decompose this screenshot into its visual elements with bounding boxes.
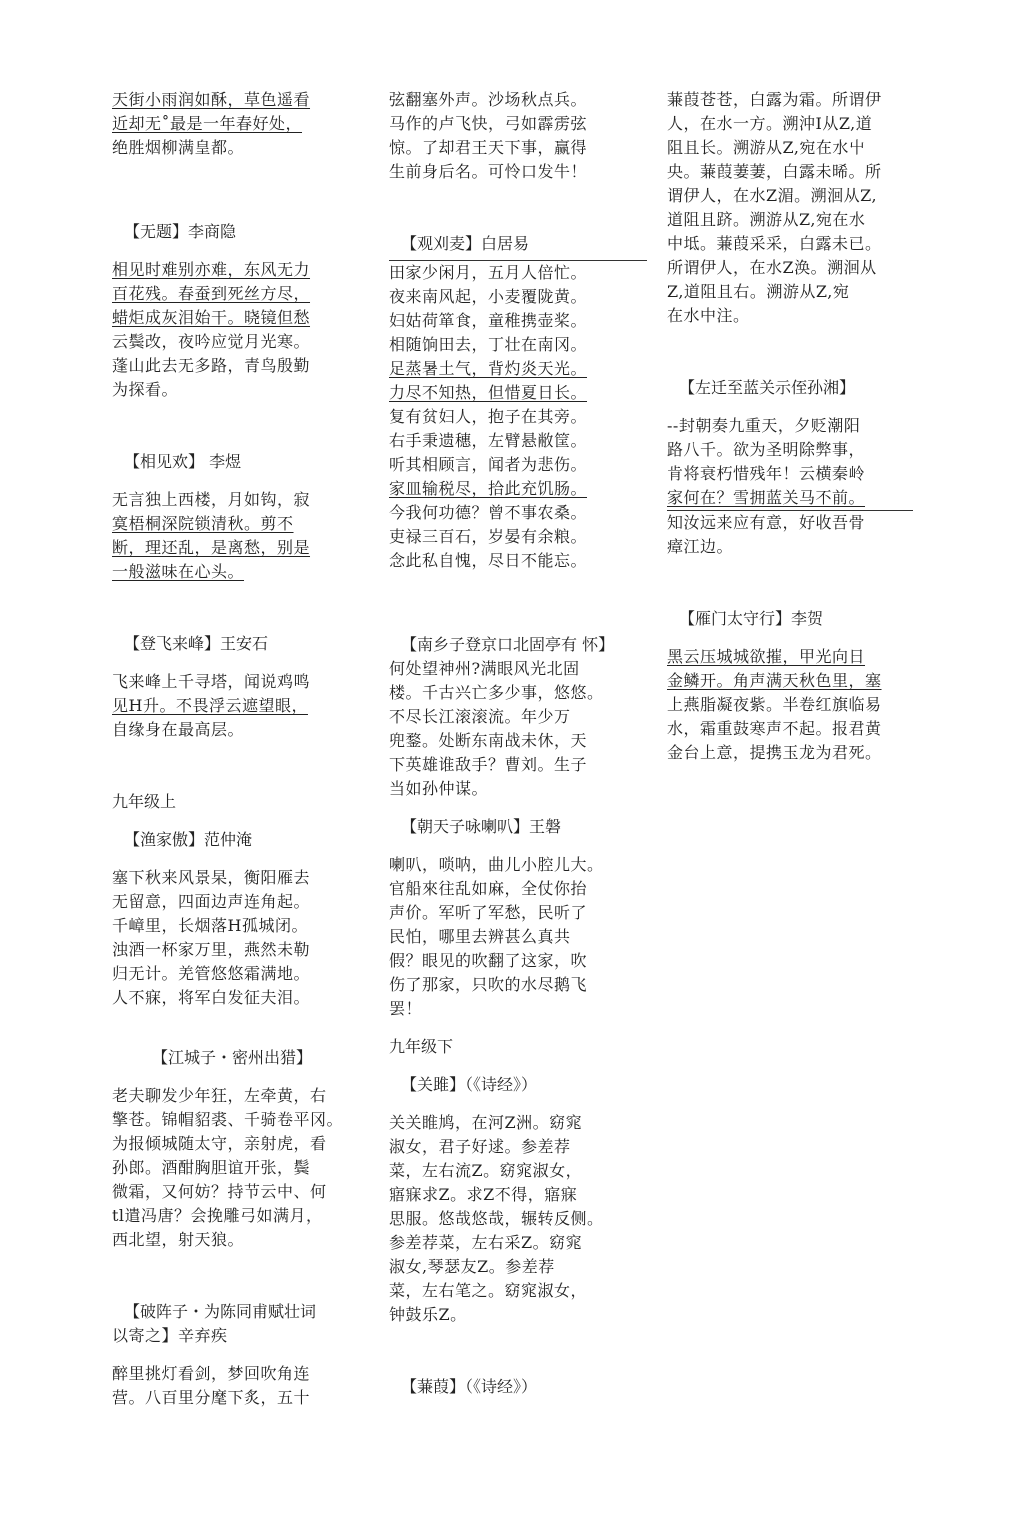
poem-line: 人，在水一方。溯沖I从Z,道	[667, 114, 873, 133]
poem-line: 所谓伊人，在水Z涣。溯洄从	[667, 258, 877, 277]
poem-line: 声价。军听了军愁，民听了	[389, 903, 588, 922]
poem-line: 无言独上西楼，月如钩，寂	[112, 490, 311, 509]
poem-line: 自缘身在最高层。	[112, 720, 245, 739]
poem-line: 微霜，又何妨？持节云中、何	[112, 1182, 327, 1201]
poem-line: 黑云压城城欲摧，甲光向日	[667, 647, 866, 666]
poem-line: 右手秉遗穗，左臂悬敝筐。	[389, 431, 588, 450]
poem-line: 下英雄谁敌手？曹刘。生子	[389, 755, 588, 774]
poem-line: 弦翻塞外声。沙场秋点兵。	[389, 90, 588, 109]
poem-line: 中坻。蒹葭采采，白露未已。	[667, 234, 882, 253]
poem-line: 归无计。羌管悠悠霜满地。	[112, 964, 311, 983]
poem-line: 云鬓改，夜吟应觉月光寒。	[112, 332, 311, 351]
poem-line: 绝胜烟柳满皇都。	[112, 138, 245, 157]
poem-line: 千嶂里，长烟落H孤城闭。	[112, 916, 308, 935]
poem-line: 浊酒一杯家万里，燕然未勒	[112, 940, 311, 959]
poem-line: 蒹葭苍苍，白露为霜。所谓伊	[667, 90, 882, 109]
poem-line: 谓伊人，在水Z湄。溯洄从Z,	[667, 186, 878, 205]
poem-line: 复有贫妇人，抱子在其旁。	[389, 407, 588, 426]
poem-line: 寞梧桐深院锁清秋。剪不	[112, 514, 294, 533]
poem-line: 不尽长江滚滚流。年少万	[389, 707, 571, 726]
poem-line: 生前身后名。可怜口发牛！	[389, 162, 588, 181]
poem-line: 相见时难别亦难，东风无力	[112, 260, 311, 279]
poem-line: 足蒸暑土气，背灼炎天光。	[389, 359, 588, 378]
column-middle	[389, 88, 637, 1399]
poem-line: 天街小雨润如酥，草色遥看	[112, 90, 311, 109]
poem-title-guanju: 【关雎】（《诗经》）	[401, 1075, 538, 1094]
poem-line: 参差荐菜，左右采Z。窈窕	[389, 1233, 583, 1252]
poem-line: 民怕，哪里去辨甚么真共	[389, 927, 571, 946]
poem-line: 关关睢鸠，在河Z洲。窈窕	[389, 1113, 583, 1132]
poem-line: 惊。了却君王天下事，赢得	[389, 138, 588, 157]
poem-line: 淑女，君子好逑。参差荐	[389, 1137, 571, 1156]
poem-line: 央。蒹葭萋萋，白露未晞。所	[667, 162, 882, 181]
poem-line: 知汝远来应有意，好收吾骨	[667, 513, 866, 532]
poem-line: 瘴江边。	[667, 537, 734, 556]
poem-line: 田家少闲月，五月人倍忙。	[389, 263, 588, 282]
poem-title-pozhenzi-cont: 以寄之】辛弃疾	[112, 1326, 228, 1345]
poem-line: 肯将衰朽惜残年！云横秦岭	[667, 464, 866, 483]
poem-title-nanxiangzi: 【南乡子登京口北固亭有 怀】	[401, 635, 615, 654]
poem-line: 思服。悠哉悠哉，辗转反侧。	[389, 1209, 604, 1228]
poem-line: 吏禄三百石，岁晏有余粮。	[389, 527, 588, 546]
poem-line: 菜，左右笔之。窈窕淑女，	[389, 1281, 588, 1300]
poem-line: 听其相顾言，闻者为悲伤。	[389, 455, 588, 474]
poem-line: 一般滋味在心头。	[112, 562, 245, 581]
poem-line: 金台上意，提携玉龙为君死。	[667, 743, 882, 762]
poem-line: 今我何功德？曾不事农桑。	[389, 503, 588, 522]
poem-line: 钟鼓乐Z。	[389, 1305, 467, 1324]
poem-line: 水，霜重鼓寒声不起。报君黄	[667, 719, 882, 738]
poem-line: 塞下秋来风景杲，衡阳雁去	[112, 868, 311, 887]
poem-title-yujiaao: 【渔家傲】范仲淹	[124, 830, 253, 849]
poem-line: 力尽不知热，但惜夏日长。	[389, 383, 588, 402]
poem-title-zuoqian: 【左迁至蓝关示侄孙湘】	[679, 378, 856, 397]
poem-line: 阻且长。溯游从Z,宛在水屮	[667, 138, 866, 157]
poem-title-yanmentaishouxing: 【雁门太守行】李贺	[679, 609, 824, 628]
poem-title-jiangchengzi: 【江城子・密州出猎】	[152, 1048, 313, 1067]
poem-line: 道阻且跻。溯游从Z,宛在水	[667, 210, 866, 229]
poem-line: 为报倾城随太守，亲射虎，看	[112, 1134, 327, 1153]
poem-line: 喇叭，唢呐，曲儿小腔儿大。	[389, 855, 604, 874]
grade-heading-9b: 九年级下	[389, 1037, 454, 1056]
poem-line: 近却无˚最是一年春好处，	[112, 114, 303, 133]
poem-line: 妇姑荷箪食，童稚携壶桨。	[389, 311, 588, 330]
poem-line: 伤了那家，只吹的水尽鹅飞	[389, 975, 588, 994]
poem-line: 醉里挑灯看剑，梦回吹角连	[112, 1364, 311, 1383]
poem-line: 淑女,琴瑟友Z。参差荐	[389, 1257, 555, 1276]
poem-line: 马作的卢飞快，弓如霹雳弦	[389, 114, 588, 133]
poem-line: 上燕脂凝夜紫。半卷红旗临易	[667, 695, 882, 714]
poem-line: 见H升。不畏浮云遮望眼，	[112, 696, 308, 715]
poem-line: 官船來往乱如麻，全仗你抬	[389, 879, 588, 898]
grade-heading-9a: 九年级上	[112, 792, 177, 811]
poem-line: Z,道阻且右。溯游从Z,宛	[667, 282, 850, 301]
poem-line: 营。八百里分麾下炙，五十	[112, 1388, 311, 1407]
poem-line: 当如孙仲谋。	[389, 779, 489, 798]
poem-line: 无留意，四面边声连角起。	[112, 892, 311, 911]
poem-title-dengfeilaifeng: 【登飞来峰】王安石	[124, 634, 269, 653]
poem-line: 飞来峰上千寻塔，闻说鸡鸣	[112, 672, 311, 691]
poem-line: 相随饷田去，丁壮在南冈。	[389, 335, 588, 354]
poem-line: 何处望神州?满眼风光北固	[389, 659, 580, 678]
poem-title-pozhenzi: 【破阵子・为陈同甫赋壮词	[124, 1302, 317, 1321]
poem-line: 金鳞开。角声满天秋色里，塞	[667, 671, 882, 690]
poem-line: 菜，左右流Z。窈窕淑女，	[389, 1161, 583, 1180]
poem-line: 为探看。	[112, 380, 179, 399]
poem-line: 寤寐求Z。求Z不得，寤寐	[389, 1185, 578, 1204]
poem-line: 假？眼见的吹翻了这家，吹	[389, 951, 588, 970]
poem-line: 家皿输税尽，拾此充饥肠。	[389, 479, 588, 498]
poem-line: 蓬山此去无多路，青鸟殷勤	[112, 356, 311, 375]
poem-line: 家何在？雪拥蓝关马不前。	[667, 486, 913, 511]
poem-title-chaotianzi: 【朝天子咏喇叭】王磐	[401, 817, 562, 836]
poem-line: 罢！	[389, 999, 423, 1018]
poem-line: 老夫聊发少年狂，左牵黄，右	[112, 1086, 327, 1105]
poem-title-jianjia: 【蒹葭】（《诗经》）	[401, 1377, 538, 1396]
poem-line: 孙郎。酒酣胸胆谊开张，鬓	[112, 1158, 311, 1177]
poem-line: 西北望，射天狼。	[112, 1230, 245, 1249]
poem-title-xiangjianhuan: 【相见欢】 李煜	[124, 452, 242, 471]
poem-title-guanyimai: 【观刈麦】白居易	[389, 232, 647, 261]
poem-line: --封朝奏九重天，夕贬潮阳	[667, 416, 861, 435]
poem-line: 兜鍪。处断东南战未休，天	[389, 731, 588, 750]
poem-line: 百花残。春蚕到死丝方尽，	[112, 284, 311, 303]
column-left	[112, 88, 344, 1410]
poem-line: 蜡炬成灰泪始干。晓镜但愁	[112, 308, 311, 327]
poem-title-wuti: 【无题】李商隐	[124, 222, 237, 241]
poem-line: 擎苍。锦帽貂裘、千骑卷平冈。	[112, 1110, 344, 1129]
column-right	[667, 88, 917, 765]
poem-line: 念此私自愧，尽日不能忘。	[389, 551, 588, 570]
poem-line: 在水中注。	[667, 306, 750, 325]
poem-line: tl遣冯唐？会挽雕弓如满月，	[112, 1206, 323, 1225]
poem-line: 人不寐，将军白发征夫泪。	[112, 988, 311, 1007]
poem-line: 夜来南风起，小麦覆陇黄。	[389, 287, 588, 306]
poem-line: 路八千。欲为圣明除弊事，	[667, 440, 866, 459]
poem-line: 楼。千古兴亡多少事，悠悠。	[389, 683, 604, 702]
poem-line: 断，理还乱，是离愁，别是	[112, 538, 311, 557]
